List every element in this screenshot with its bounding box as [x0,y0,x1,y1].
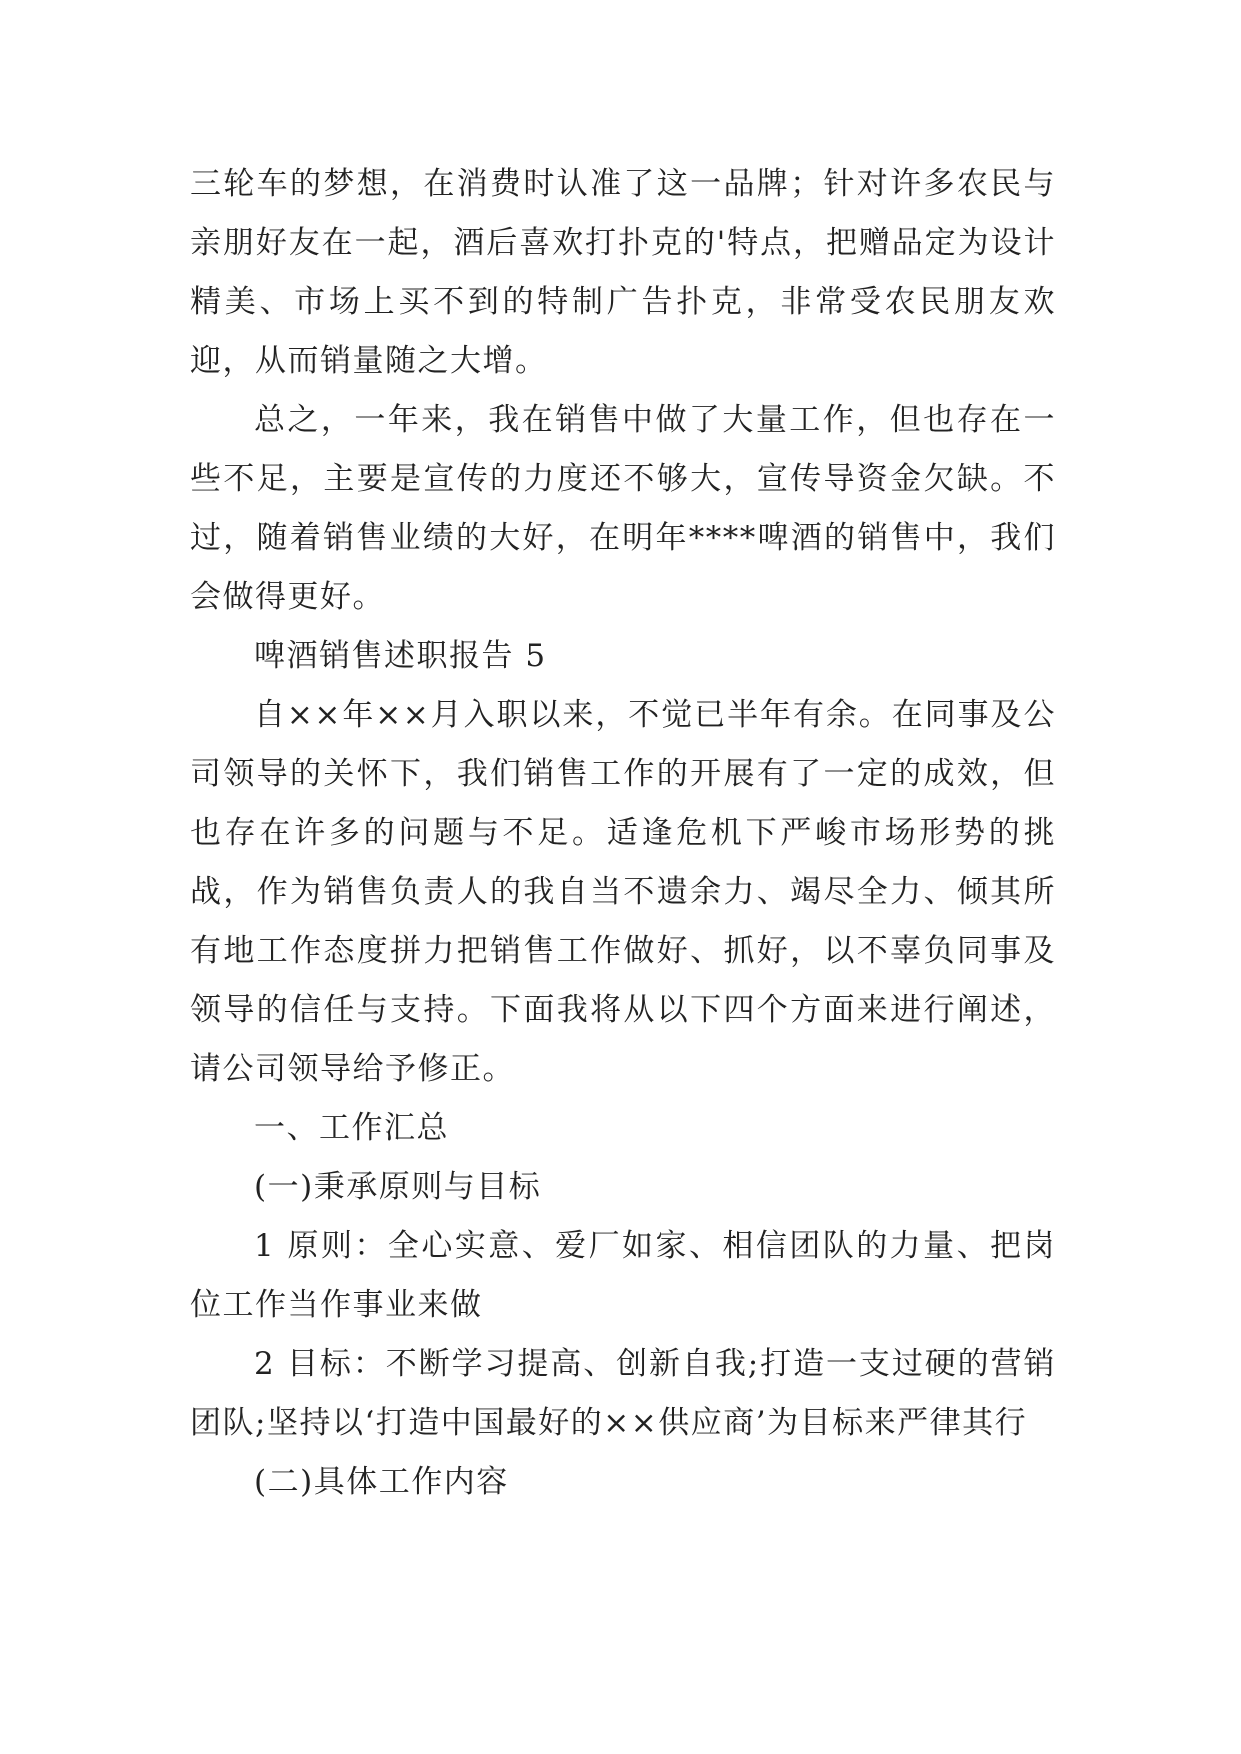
paragraph-intro: 自××年××月入职以来，不觉已半年有余。在同事及公司领导的关怀下，我们销售工作的开展有了一定的成效，但也存在许多的问题与不足。适逢危机下严峻市场形势的挑战，作为销售负责人的我自当不遗余力、竭尽全力、倾其所有地工作态度拼力把销售工作做好、抓好，以不辜负同事及领导的信任与支持。下面我将从以下四个方面来进行阐述，请公司领导给予修正。 [190,697,1056,1087]
paragraph-summary: 总之，一年来，我在销售中做了大量工作，但也存在一些不足，主要是宣传的力度还不够大，宣传导资金欠缺。不过，随着销售业绩的大好，在明年****啤酒的销售中，我们会做得更好。 [190,402,1056,615]
list-item-principle: 1 原则：全心实意、爱厂如家、相信团队的力量、把岗位工作当作事业来做 [190,1228,1056,1323]
section-title: 啤酒销售述职报告 5 [254,638,547,674]
paragraph-continuation: 三轮车的梦想，在消费时认准了这一品牌；针对许多农民与亲朋好友在一起，酒后喜欢打扑克的'特点，把赠品定为设计精美、市场上买不到的特制广告扑克，非常受农民朋友欢迎，从而销量随之大增。 [190,166,1056,379]
subheading-principles: (一)秉承原则与目标 [254,1169,542,1205]
subheading-work-content: (二)具体工作内容 [254,1464,509,1500]
heading-work-summary: 一、工作汇总 [254,1110,449,1146]
body-text [190,155,1056,1512]
list-item-goal: 2 目标：不断学习提高、创新自我;打造一支过硬的营销团队;坚持以‘打造中国最好的××供应商’为目标来严律其行 [190,1346,1056,1441]
